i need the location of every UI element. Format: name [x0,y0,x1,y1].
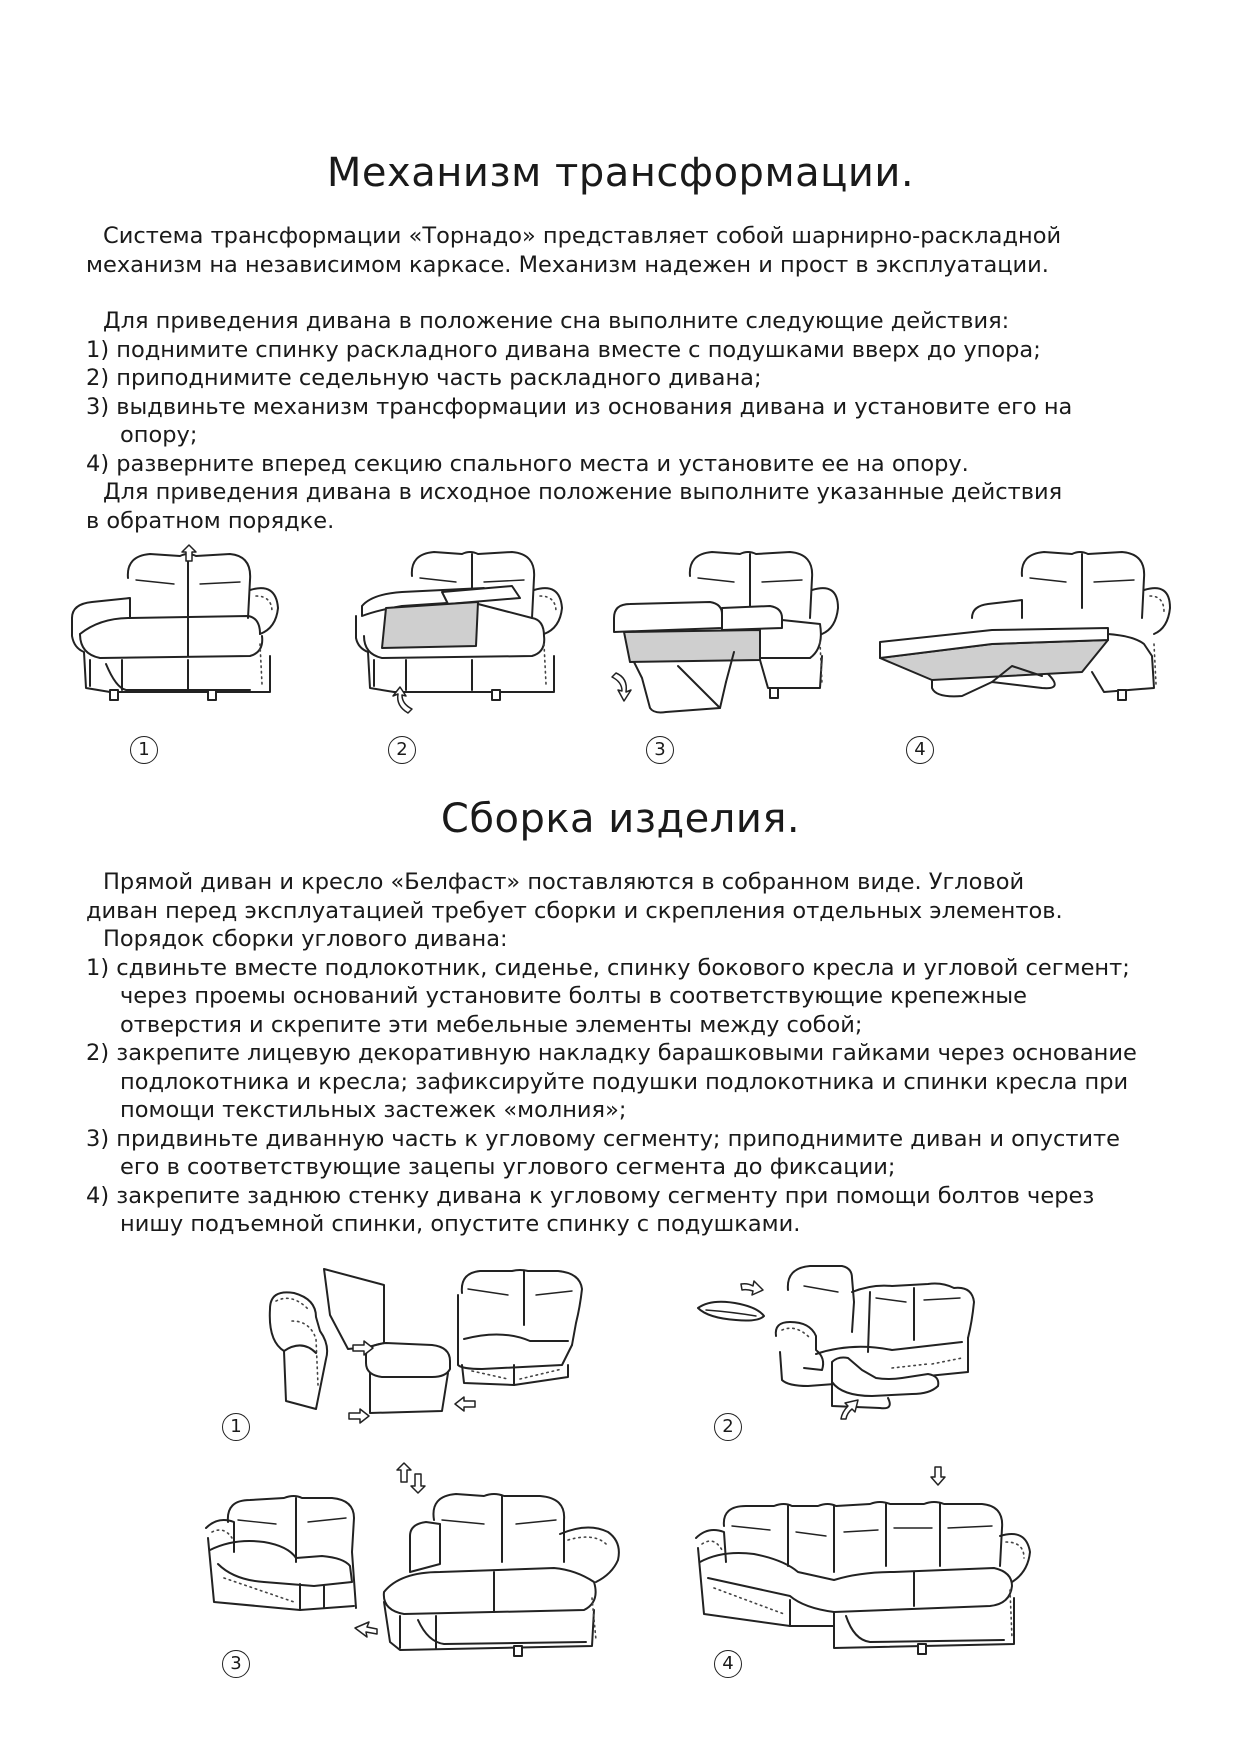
figure-number-2: 2 [388,736,416,764]
sofa-seat-lifted-illustration [352,548,572,723]
section2-text [86,868,1166,1239]
section1-closing-line2: в обратном порядке. [86,507,335,534]
assembly-parts-illustration [262,1265,622,1420]
assembly-attach-sofa-illustration [204,1492,624,1662]
arrow-right-icon [740,1280,764,1298]
arrow-right-icon [348,1408,370,1424]
section2-intro-line1: Прямой диван и кресло «Белфаст» поставляются в собранном виде. Угловой [103,869,1025,895]
arrow-left-icon [454,1396,476,1412]
assembly-number-4: 4 [714,1650,742,1678]
section1-step-2: 2) приподнимите седельную часть раскладного дивана; [86,365,762,391]
figure-number-3: 3 [646,736,674,764]
figure-number-1: 1 [130,736,158,764]
arrow-up-icon [181,544,197,562]
section1-intro-line1: Система трансформации «Торнадо» представляет собой шарнирно-раскладной [103,223,1062,249]
sofa-bed-unfolded-illustration [872,548,1172,723]
assembly-number-2: 2 [714,1413,742,1441]
section1-intro-line2: механизм на независимом каркасе. Механизм надежен и прост в эксплуатации. [86,251,1049,278]
sofa-mechanism-out-illustration [610,548,840,723]
section2-step-3: 3) придвиньте диванную часть к угловому сегменту; приподнимите диван и опустите его в соответствующие зацепы углового сегмента до фиксации; [86,1125,1121,1180]
section1-text [86,222,1166,535]
sofa-closed-illustration [70,548,290,723]
assembly-number-1: 1 [222,1413,250,1441]
section2-step-1: 1) сдвиньте вместе подлокотник, сиденье, спинку бокового кресла и угловой сегмент; через проемы оснований установите болты в соответствующие крепежные отверстия и скрепите эти мебельные элементы между собой; [86,954,1130,1038]
section1-lead: Для приведения дивана в положение сна выполните следующие действия: [103,308,1010,334]
assembly-number-3: 3 [222,1650,250,1678]
section1-step-1: 1) поднимите спинку раскладного дивана вместе с подушками вверх до упора; [86,336,1041,363]
figure-number-4: 4 [906,736,934,764]
section2-lead: Порядок сборки углового дивана: [103,926,508,952]
section2-intro-line2: диван перед эксплуатацией требует сборки и скрепления отдельных элементов. [86,897,1063,924]
section1-title: Механизм трансформации. [326,150,915,196]
arrow-curved-down-icon [610,672,636,702]
arrow-curved-icon [388,686,414,714]
section2-step-4: 4) закрепите заднюю стенку дивана к угловому сегменту при помощи болтов через нишу подъемной спинки, опустите спинку с подушками. [86,1182,1095,1237]
section2-step-2: 2) закрепите лицевую декоративную накладку барашковыми гайками через основание подлокотника и кресла; зафиксируйте подушки подлокотника и спинки кресла при помощи текстильных застежек «молния»; [86,1040,1137,1123]
assembly-complete-illustration [694,1492,1034,1662]
section1-step-4: 4) разверните вперед секцию спального места и установите ее на опору. [86,450,969,477]
arrow-up-down-icon [396,1462,426,1494]
arrow-down-icon [930,1466,946,1486]
section1-closing-line1: Для приведения дивана в исходное положение выполните указанные действия [103,479,1063,505]
arrow-right-icon [352,1340,374,1356]
arrow-up-right-icon [838,1398,860,1420]
section2-title: Сборка изделия. [440,796,801,842]
section1-step-3: 3) выдвиньте механизм трансформации из основания дивана и установите его на опору; [86,393,1073,448]
arrow-left-icon [354,1620,378,1640]
